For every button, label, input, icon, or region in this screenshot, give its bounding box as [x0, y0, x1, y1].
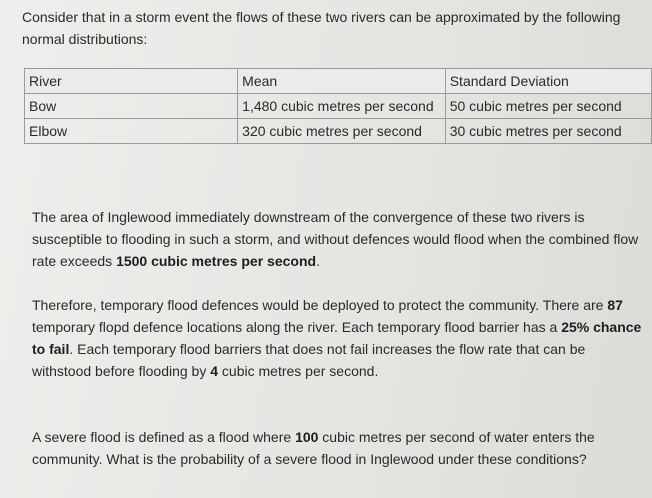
text-span: .: [316, 253, 320, 269]
paragraph-flood-defences: [32, 294, 644, 382]
cell-sd: 30 cubic metres per second: [445, 119, 651, 144]
header-mean: Mean: [238, 69, 446, 94]
cell-river: Elbow: [25, 119, 238, 144]
bold-threshold: 1500 cubic metres per second: [116, 253, 317, 269]
text-span: A severe flood is defined as a flood where: [32, 429, 296, 445]
table-row: [25, 94, 652, 119]
text-span: temporary flopd defence locations along the river. Each temporary flood barrier has a: [32, 319, 562, 335]
cell-sd: 50 cubic metres per second: [445, 94, 651, 119]
text-span: . Each temporary flood barriers that does not fail increases the flow rate that can be withstood before flooding by: [32, 341, 586, 379]
distribution-table: [24, 68, 652, 144]
header-river: River: [25, 69, 238, 94]
paragraph-flood-threshold: [32, 206, 644, 272]
bold-severe-flow: 100: [295, 429, 319, 445]
table-header-row: [25, 69, 652, 94]
header-sd: Standard Deviation: [445, 69, 651, 94]
text-span: The area of Inglewood immediately downstream of the convergence of these two rivers is susceptible to flooding in such a storm, and without defences would flood when the combined flow rate exceeds: [32, 209, 639, 269]
text-span: cubic metres per second.: [218, 363, 379, 379]
cell-mean: 320 cubic metres per second: [238, 119, 446, 144]
bold-increase: 4: [210, 363, 219, 379]
bold-count: 87: [607, 297, 623, 313]
cell-river: Bow: [25, 94, 238, 119]
table-row: [25, 119, 652, 144]
text-span: Therefore, temporary flood defences would be deployed to protect the community. There are: [32, 297, 608, 313]
intro-text: Consider that in a storm event the flows of these two rivers can be approximated by the following normal distributions:: [22, 9, 621, 47]
text-span: cubic metres per second of water enters the community. What is the probability of a severe flood in Inglewood under these conditions?: [32, 429, 595, 467]
paragraph-question: [32, 426, 644, 470]
bold-fail-chance: 25% chance to fail: [32, 319, 642, 357]
cell-mean: 1,480 cubic metres per second: [238, 94, 446, 119]
